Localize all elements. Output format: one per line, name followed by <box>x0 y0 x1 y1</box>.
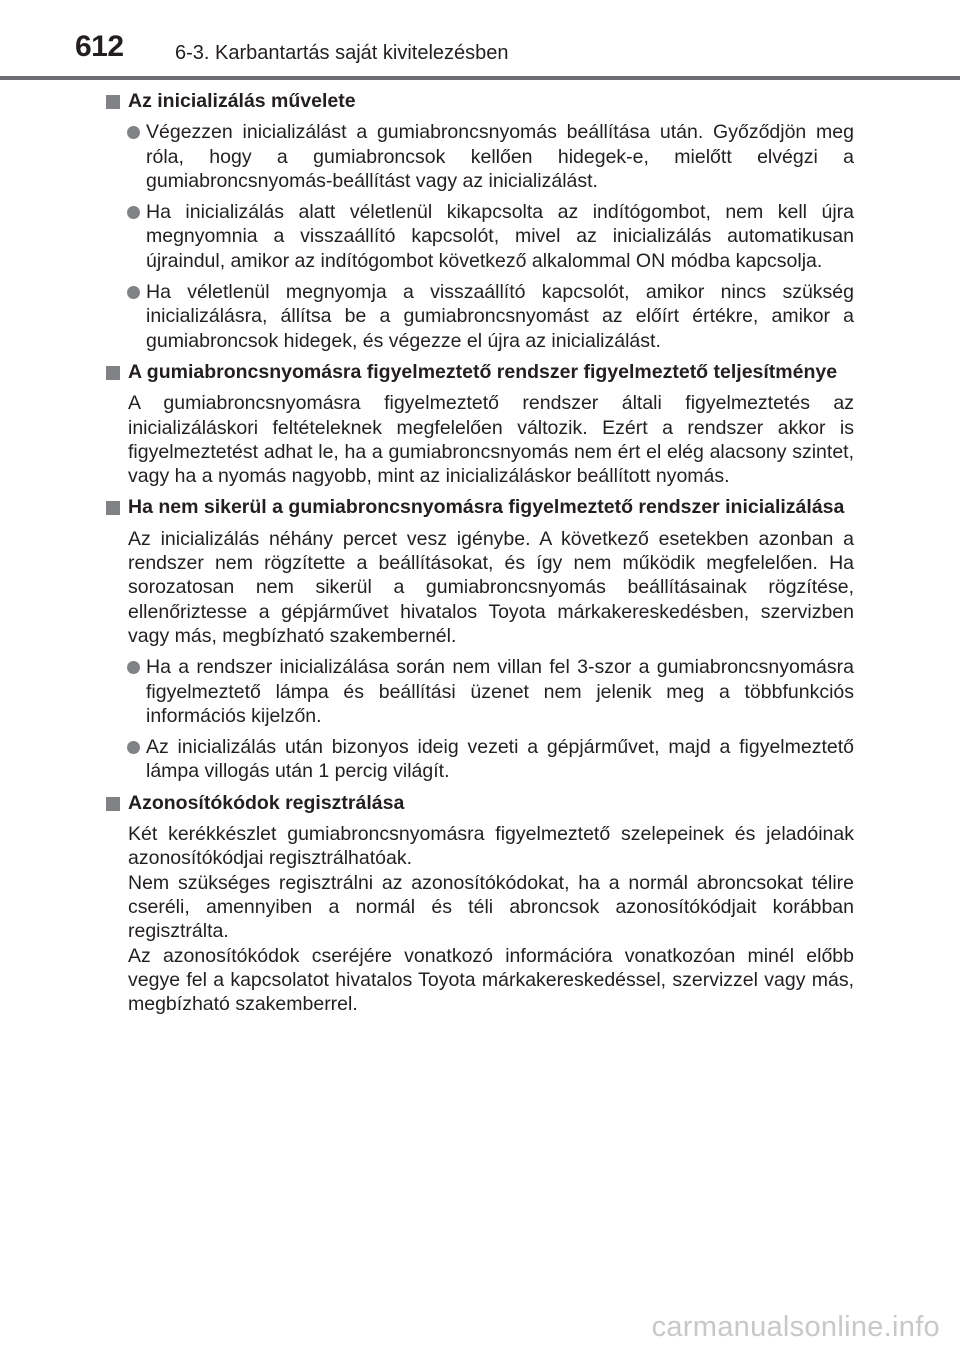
watermark: carmanualsonline.info <box>651 1311 940 1343</box>
bullet-text: Ha véletlenül megnyomja a visszaállító kapcsolót, amikor nincs szükség inicializálásra, állítsa be a gumiabroncsnyomást az előírt értékre, amikor a gumiabroncsok hidegek, és végezze el újra az inicializálást. <box>146 281 854 352</box>
section-title: 6-3. Karbantartás saját kivitelezésben <box>175 42 509 64</box>
square-bullet-icon <box>106 95 120 109</box>
heading-text: Azonosítókódok regisztrálása <box>128 791 405 814</box>
circle-bullet-icon <box>127 286 140 299</box>
bullet-item <box>106 120 854 193</box>
bullet-item <box>106 200 854 273</box>
circle-bullet-icon <box>127 741 140 754</box>
paragraph: Nem szükséges regisztrálni az azonosítókódokat, ha a normál abroncsokat télire cseréli, amennyiben a normál és téli abroncsok azonosítókódjait korábban regisztrálta. <box>128 871 854 943</box>
bullet-item <box>106 280 854 353</box>
page-content <box>106 89 854 1016</box>
bullet-text: Ha inicializálás alatt véletlenül kikapcsolta az indítógombot, nem kell újra megnyomnia a visszaállító kapcsolót, mivel az inicializálás automatikusan újraindul, amikor az indítógombot következő alkalommal ON módba kapcsolja. <box>146 201 854 272</box>
square-bullet-icon <box>106 797 120 811</box>
heading-text: Az inicializálás művelete <box>128 90 356 112</box>
heading-initialization-failure <box>106 495 854 519</box>
paragraph: A gumiabroncsnyomásra figyelmeztető rendszer általi figyelmeztetés az inicializáláskori feltételeknek megfelelően változik. Ezért a rendszer akkor is figyelmeztetést adhat le, ha a gumiabroncsnyomás nem ért el elég alacsony szintet, vagy ha a nyomás nagyobb, mint az inicializáláskor beállított nyomás. <box>128 392 854 488</box>
heading-text: Ha nem sikerül a gumiabroncsnyomásra figyelmeztető rendszer inicializálása <box>128 496 845 519</box>
bullet-text: Végezzen inicializálást a gumiabroncsnyomás beállítása után. Győződjön meg róla, hogy a gumiabroncsok kellően hidegek-e, mielőtt elvégzi a gumiabroncsnyomás-beállítást vagy az inicializálást. <box>146 121 854 192</box>
page-header <box>0 0 960 80</box>
header-rule <box>0 76 960 80</box>
square-bullet-icon <box>106 366 120 380</box>
page-footer <box>0 1310 960 1352</box>
bullet-item <box>106 735 854 784</box>
paragraph: Két kerékkészlet gumiabroncsnyomásra figyelmeztető szelepeinek és jeladóinak azonosítókódjai regisztrálhatóak. <box>128 823 854 870</box>
heading-text: A gumiabroncsnyomásra figyelmeztető rendszer figyelmeztető teljesítménye <box>128 360 838 383</box>
heading-id-code-registration <box>106 791 854 815</box>
bullet-text: Az inicializálás után bizonyos ideig vezeti a gépjárművet, majd a figyelmeztető lámpa villogás után 1 percig világít. <box>146 736 854 783</box>
paragraph: Az inicializálás néhány percet vesz igénybe. A következő esetekben azonban a rendszer nem rögzítette a beállításokat, és így nem működik megfelelően. Ha sorozatosan nem sikerül a gumiabroncsnyomás beállításainak rögzítése, ellenőriztesse a gépjárművet hivatalos Toyota márkakereskedésben, szervizben vagy más, megbízható szakembernél. <box>128 527 854 647</box>
page-number: 612 <box>75 30 124 63</box>
square-bullet-icon <box>106 501 120 515</box>
circle-bullet-icon <box>127 126 140 139</box>
heading-warning-performance <box>106 360 854 384</box>
circle-bullet-icon <box>127 206 140 219</box>
paragraph: Az azonosítókódok cseréjére vonatkozó információra vonatkozóan minél előbb vegye fel a kapcsolatot hivatalos Toyota márkakereskedéssel, szervizzel vagy más, megbízható szakemberrel. <box>128 944 854 1016</box>
bullet-item <box>106 655 854 728</box>
bullet-text: Ha a rendszer inicializálása során nem villan fel 3-szor a gumiabroncsnyomásra figyelmeztető lámpa és beállítási üzenet nem jelenik meg a többfunkciós információs kijelzőn. <box>146 656 854 727</box>
circle-bullet-icon <box>127 661 140 674</box>
heading-initialization-procedure <box>106 89 854 113</box>
